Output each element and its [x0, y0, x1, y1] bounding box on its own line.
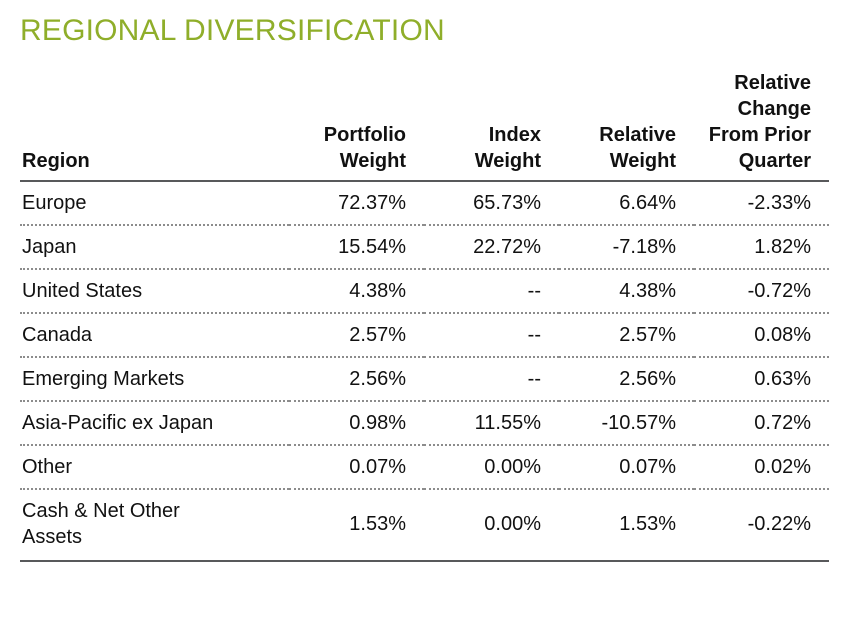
column-header-relative-change-line-3: From Prior — [708, 124, 811, 146]
cell-index-weight: 65.73% — [424, 181, 559, 225]
column-header-relative-change-line-2: Change — [737, 98, 811, 120]
cell-relative-change: -0.72% — [694, 269, 829, 313]
cell-region — [20, 225, 289, 269]
cell-index-weight: 22.72% — [424, 225, 559, 269]
regional-diversification-table — [20, 70, 829, 562]
column-header-relative-weight-line-2: Weight — [609, 150, 676, 172]
cell-region — [20, 313, 289, 357]
column-header-relative-change-line-4: Quarter — [738, 150, 811, 172]
cell-region — [20, 181, 289, 225]
column-header-relative-weight-line-1: Relative — [599, 124, 676, 146]
cell-portfolio-weight: 0.07% — [289, 445, 424, 489]
cell-index-weight: -- — [424, 357, 559, 401]
cell-relative-weight: 2.56% — [559, 357, 694, 401]
cell-portfolio-weight: 0.98% — [289, 401, 424, 445]
column-header-portfolio-weight-line-1: Portfolio — [323, 124, 406, 146]
column-header-index-weight-line-1: Index — [488, 124, 541, 146]
cell-portfolio-weight: 2.56% — [289, 357, 424, 401]
cell-portfolio-weight: 4.38% — [289, 269, 424, 313]
cell-relative-change: 1.82% — [694, 225, 829, 269]
cell-region-line-1: Asia-Pacific ex Japan — [22, 412, 214, 434]
cell-region-line-1: Cash & Net Other — [22, 500, 180, 522]
cell-index-weight: 11.55% — [424, 401, 559, 445]
cell-relative-change: -0.22% — [694, 489, 829, 561]
table-row — [20, 225, 829, 269]
table-row — [20, 401, 829, 445]
column-header-index-weight-line-2: Weight — [474, 150, 541, 172]
cell-index-weight: 0.00% — [424, 445, 559, 489]
page-title: REGIONAL DIVERSIFICATION — [20, 14, 445, 47]
cell-region-line-2: Assets — [22, 526, 83, 548]
cell-relative-weight: 1.53% — [559, 489, 694, 561]
cell-relative-change: -2.33% — [694, 181, 829, 225]
cell-relative-weight: 0.07% — [559, 445, 694, 489]
column-header-relative-change-line-1: Relative — [734, 72, 811, 94]
table-header-row — [20, 70, 829, 181]
column-header-index-weight — [424, 70, 559, 181]
cell-region-line-1: United States — [22, 280, 143, 302]
table-header — [20, 70, 829, 181]
table-row — [20, 313, 829, 357]
cell-portfolio-weight: 1.53% — [289, 489, 424, 561]
cell-portfolio-weight: 72.37% — [289, 181, 424, 225]
cell-index-weight: -- — [424, 269, 559, 313]
cell-relative-change: 0.02% — [694, 445, 829, 489]
cell-region — [20, 445, 289, 489]
column-header-portfolio-weight — [289, 70, 424, 181]
cell-region-line-1: Other — [22, 456, 73, 478]
cell-relative-change: 0.63% — [694, 357, 829, 401]
cell-portfolio-weight: 2.57% — [289, 313, 424, 357]
cell-region — [20, 269, 289, 313]
cell-relative-weight: 4.38% — [559, 269, 694, 313]
table-row — [20, 445, 829, 489]
cell-region-line-1: Emerging Markets — [22, 368, 185, 390]
column-header-relative-change — [694, 70, 829, 181]
cell-relative-weight: -7.18% — [559, 225, 694, 269]
column-header-relative-weight — [559, 70, 694, 181]
cell-portfolio-weight: 15.54% — [289, 225, 424, 269]
table-row — [20, 181, 829, 225]
column-header-portfolio-weight-line-2: Weight — [339, 150, 406, 172]
cell-relative-weight: -10.57% — [559, 401, 694, 445]
cell-region — [20, 489, 289, 561]
cell-index-weight: -- — [424, 313, 559, 357]
table-row — [20, 357, 829, 401]
table-row — [20, 269, 829, 313]
cell-region-line-1: Japan — [22, 236, 77, 258]
column-header-region — [20, 70, 289, 181]
cell-region — [20, 401, 289, 445]
cell-relative-weight: 6.64% — [559, 181, 694, 225]
cell-index-weight: 0.00% — [424, 489, 559, 561]
column-header-region-line-1: Region — [22, 150, 90, 172]
table-body — [20, 181, 829, 561]
cell-region-line-1: Europe — [22, 192, 87, 214]
cell-region — [20, 357, 289, 401]
cell-relative-change: 0.08% — [694, 313, 829, 357]
cell-relative-change: 0.72% — [694, 401, 829, 445]
cell-relative-weight: 2.57% — [559, 313, 694, 357]
table-row — [20, 489, 829, 561]
cell-region-line-1: Canada — [22, 324, 93, 346]
